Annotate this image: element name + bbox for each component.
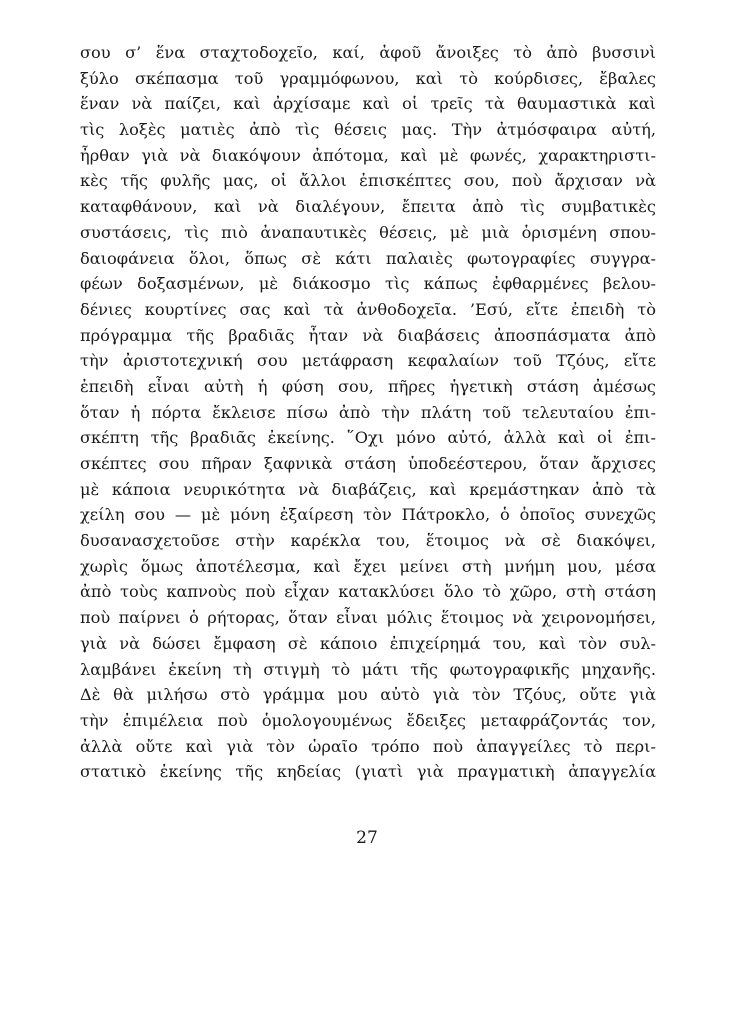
text-line: τὴν ἐπιμέλεια ποὺ ὁμολογουμένως ἔδειξες μεταφράζοντάς τον,: [80, 710, 656, 730]
text-line: ξύλο σκέπασμα τοῦ γραμμόφωνου, καὶ τὸ κούρδισες, ἔβαλες: [80, 68, 656, 88]
text-line: ἕναν νὰ παίζει, καὶ ἀρχίσαμε καὶ οἱ τρεῖς τὰ θαυμαστικὰ καὶ: [80, 94, 656, 114]
text-line: χείλη σου — μὲ μόνη ἐξαίρεση τὸν Πάτροκλο, ὁ ὁποῖος συνεχῶς: [80, 505, 656, 525]
text-line: ἦρθαν γιὰ νὰ διακόψουν ἀπότομα, καὶ μὲ φωνές, χαρακτηριστι-: [80, 145, 656, 165]
text-line: ἀπὸ τοὺς καπνοὺς ποὺ εἶχαν κατακλύσει ὅλο τὸ χῶρο, στὴ στάση: [80, 582, 656, 602]
text-line: σου σ’ ἕνα σταχτοδοχεῖο, καί, ἀφοῦ ἄνοιξες τὸ ἀπὸ βυσσινὶ: [80, 43, 656, 62]
page-number: 27: [356, 828, 378, 848]
text-line: Δὲ θὰ μιλήσω στὸ γράμμα μου αὐτὸ γιὰ τὸν Τζόυς, οὔτε γιὰ: [80, 685, 656, 705]
text-line: ὅταν ἡ πόρτα ἔκλεισε πίσω ἀπὸ τὴν πλάτη τοῦ τελευταίου ἐπι-: [80, 402, 656, 422]
text-line: γιὰ νὰ δώσει ἔμφαση σὲ κάποιο ἐπιχείρημά του, καὶ τὸν συλ-: [80, 633, 656, 653]
text-line: πρόγραμμα τῆς βραδιᾶς ἦταν νὰ διαβάσεις ἀποσπάσματα ἀπὸ: [80, 325, 656, 345]
text-line: συστάσεις, τὶς πιὸ ἀναπαυτικὲς θέσεις, μὲ μιὰ ὁρισμένη σπου-: [80, 222, 656, 242]
text-line: ποὺ παίρνει ὁ ρήτορας, ὅταν εἶναι μόλις ἕτοιμος νὰ χειρονομήσει,: [80, 608, 656, 628]
text-line: δυσανασχετοῦσε στὴν καρέκλα του, ἕτοιμος νὰ σὲ διακόψει,: [80, 531, 656, 551]
text-line: φέων δοξασμένων, μὲ διάκοσμο τὶς κάπως ἐφθαρμένες βελου-: [80, 274, 656, 294]
text-line: μὲ κάποια νευρικότητα νὰ διαβάζεις, καὶ κρεμάστηκαν ἀπὸ τὰ: [80, 479, 656, 499]
text-line: σκέπτες σου πῆραν ξαφνικὰ στάση ὑποδεέστερου, ὅταν ἄρχισες: [80, 454, 656, 473]
text-line: τὴν ἀριστοτεχνική σου μετάφραση κεφαλαίων τοῦ Τζόυς, εἴτε: [80, 351, 656, 371]
text-line: ἐπειδὴ εἶναι αὐτὴ ἡ φύση σου, πῆρες ἡγετικὴ στάση ἀμέσως: [80, 376, 656, 396]
text-line: κὲς τῆς φυλῆς μας, οἱ ἄλλοι ἐπισκέπτες σου, ποὺ ἄρχισαν νὰ: [80, 171, 656, 191]
text-line: λαμβάνει ἐκείνη τὴ στιγμὴ τὸ μάτι τῆς φωτογραφικῆς μηχανῆς.: [80, 659, 656, 679]
text-line: τὶς λοξὲς ματιὲς ἀπὸ τὶς θέσεις μας. Τὴν ἀτμόσφαιρα αὐτή,: [80, 120, 656, 140]
text-line: δαιοφάνεια ὅλοι, ὅπως σὲ κάτι παλαιὲς φωτογραφίες συγγρα-: [80, 248, 656, 268]
body-text: [80, 40, 656, 785]
text-line: δένιες κουρτίνες σας καὶ τὰ ἀνθοδοχεῖα. ’Εσύ, εἴτε ἐπειδὴ τὸ: [80, 299, 656, 319]
text-line: σκέπτη τῆς βραδιᾶς ἐκείνης. ῞Οχι μόνο αὐτό, ἀλλὰ καὶ οἱ ἐπι-: [80, 428, 656, 448]
text-line: χωρὶς ὅμως ἀποτέλεσμα, καὶ ἔχει μείνει στὴ μνήμη μου, μέσα: [80, 556, 656, 576]
text-line: καταφθάνουν, καὶ νὰ διαλέγουν, ἔπειτα ἀπὸ τὶς συμβατικὲς: [80, 197, 656, 217]
text-line: ἀλλὰ οὔτε καὶ γιὰ τὸν ὡραῖο τρόπο ποὺ ἀπαγγείλες τὸ περι-: [80, 736, 656, 756]
text-line: στατικὸ ἐκείνης τῆς κηδείας (γιατὶ γιὰ πραγματικὴ ἀπαγγελία: [80, 762, 656, 782]
